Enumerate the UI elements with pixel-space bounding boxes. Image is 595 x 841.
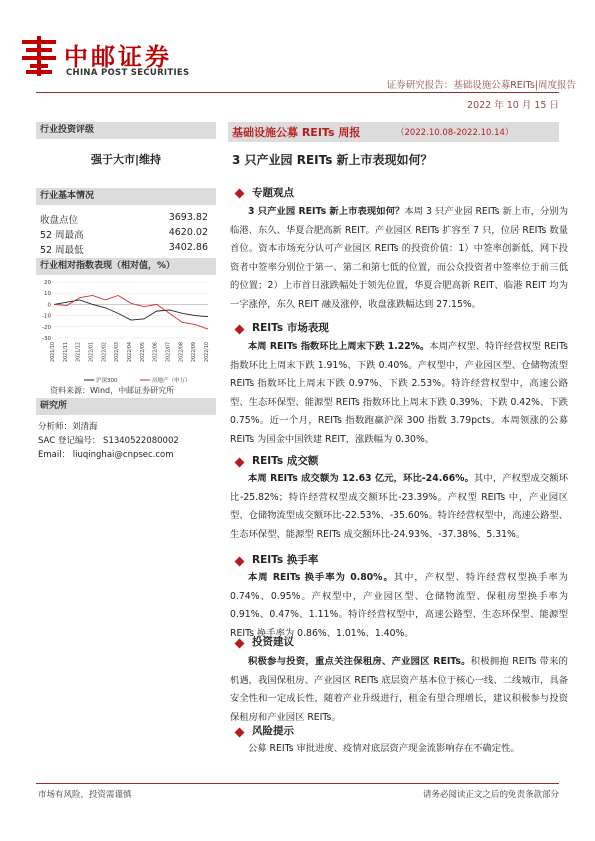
section-title-turnover-rate: REITs 换手率 (252, 554, 319, 566)
footer-divider (36, 783, 559, 784)
footer-disclaimer-note: 请务必阅读正文之后的免责条款部分 (422, 790, 559, 800)
y-tick-label: -30 (42, 336, 51, 342)
section-title-advice: 投资建议 (252, 636, 294, 648)
relative-index-chart (36, 276, 216, 386)
institute-heading: 研究所 (36, 398, 216, 415)
y-tick-label: 20 (44, 280, 51, 286)
report-headline: 3 只产业园 REITs 新上市表现如何？ (232, 153, 433, 167)
report-date: 2022 年 10 月 15 日 (467, 100, 559, 111)
x-tick-label: 2022/10 (205, 342, 210, 362)
section-body-turnover: 本周 REITs 成交额为 12.63 亿元，环比-24.66%。其中，产权型成交额环比-25.82%；特许经营权型成交额环比-23.39%。产权型 REITs 中，产业园区型、仓储物流型成交额环比-22.53%、-35.60%。特许经营权型中，高速公路型、生态环保型、能源型 REITs 成交额环比-24.93%、-37.38%、5.31%。 (230, 473, 568, 540)
report-type: 证券研究报告：基础设施公募REITs|周度报告 (386, 80, 576, 91)
x-tick-label: 2022/03 (115, 342, 121, 362)
footer-risk-note: 市场有风险，投资需谨慎 (38, 790, 132, 800)
x-tick-label: 2022/05 (140, 342, 146, 362)
section-body-turnover-rate: 本周 REITs 换手率为 0.80%。其中，产权型、特许经营权型换手率为 0.74%、0.95%。产权型中，产业园区型、仓储物流型、保租房型换手率为 0.91%、0.47%、1.11%。特许经营权型中，高速公路型、生态环保型、能源型 REITs 换手率为 0.86%、1.01%、1.40%。 (230, 572, 568, 639)
x-tick-label: 2022/08 (179, 342, 185, 362)
industry-rating: 强于大市|维持 (90, 153, 162, 166)
header-divider (36, 92, 559, 93)
section-body-market: 本周 REITs 指数环比上周末下跌 1.22%。本周产权型、特许经营权型 REITs 指数环比上周末下跌 1.91%、下跌 0.40%。产权型中，产业园区型、仓储物流型 REITs 指数环比上周末下跌 0.97%、下跌 2.53%。特许经营权型中，高速公路型、生态环保型、能源型 REITs 指数环比上周末下跌 0.39%、下跌 0.42%、下跌 0.75%。近一个月，REITs 指数跑赢沪深 300 指数 3.79pcts。本周领涨的公募 REITs 为国金中国铁建 REIT，涨跌幅为 0.30%。 (230, 341, 568, 445)
section-title-market: REITs 市场表现 (252, 322, 329, 334)
section-bullet-icon (235, 557, 245, 567)
brand-name-en: CHINA POST SECURITIES (66, 68, 190, 78)
analyst-sac: SAC 登记编号： S1340522080002 (38, 436, 179, 446)
x-tick-label: 2022/09 (192, 342, 198, 362)
chart-legend (84, 376, 191, 384)
report-title: 基础设施公募 REITs 周报 (232, 126, 361, 139)
y-tick-label: -10 (42, 313, 51, 320)
y-tick-label: 0 (47, 302, 51, 309)
x-tick-label: 2022/07 (166, 342, 172, 362)
x-tick-label: 2022/02 (102, 342, 108, 362)
chart-grid (54, 282, 208, 338)
legend-label: 沪深300 (96, 378, 118, 384)
section-bullet-icon (235, 458, 245, 468)
y-tick-label: 10 (44, 291, 51, 298)
china-post-logo-icon (22, 36, 56, 76)
report-period: （2022.10.08-2022.10.14） (396, 128, 514, 138)
basic-info-heading: 行业基本情况 (36, 188, 216, 205)
stat-row-52w-low: 52 周最低 3402.86 (40, 242, 208, 256)
legend-label: 房地产（申万） (152, 378, 191, 384)
section-bullet-icon (235, 325, 245, 335)
y-tick-label: -20 (42, 324, 51, 331)
section-title-turnover: REITs 成交额 (252, 455, 319, 467)
section-title-risk: 风险提示 (252, 725, 294, 737)
section-body-risk: 公募 REITs 审批进度、疫情对底层资产现金流影响存在不确定性。 (248, 743, 520, 754)
chart-series (54, 295, 208, 329)
section-bullet-icon (235, 728, 245, 738)
x-tick-label: 2021/10 (51, 342, 56, 362)
x-tick-label: 2021/11 (63, 342, 69, 362)
x-tick-label: 2022/06 (153, 342, 159, 362)
section-body-advice: 积极参与投资，重点关注保租房、产业园区 REITs。积极拥抱 REITs 带来的机遇，我国保租房、产业园区 REITs 底层资产基本位于核心一线、二线城市，具备安全性和一定成长性，随着产业升级进行，租金有望合理增长，建议积极参与投资保租房和产业园区 REITs。 (230, 656, 568, 723)
section-bullet-icon (235, 189, 245, 199)
x-tick-label: 2021/12 (76, 342, 82, 362)
stat-row-52w-high: 52 周最高 4620.02 (40, 227, 208, 241)
x-tick-label: 2022/04 (128, 342, 133, 362)
section-title-topic: 专题观点 (252, 187, 294, 199)
chart-heading: 行业相对指数表现（相对值，%） (36, 258, 216, 275)
rating-heading: 行业投资评级 (36, 122, 216, 139)
chart-x-ticks (50, 342, 210, 362)
analyst-name: 分析师：刘清海 (38, 422, 98, 432)
x-tick-label: 2022/01 (89, 342, 95, 362)
brand-name-cn: 中邮证券 (64, 43, 172, 71)
stat-row-close: 收盘点位 3693.82 (40, 212, 208, 226)
chart-source: 资料来源：Wind，中邮证券研究所 (50, 386, 175, 395)
section-body-topic: 3 只产业园 REITs 新上市表现如何？本周 3 只产业园 REITs 新上市，分别为临港、东久、华夏合肥高新 REIT。产业园区 REITs 扩容至 7 只，位居 REITs 数量首位。资本市场充分认可产业园区 REITs 的投资价值：1）中签率创新低，网下投资者中签率分别位于第一、第二和第七低的位置，而公众投资者中签率位于前三低的位置；2）上市首日涨跌幅处于领先位置，华夏合肥高新 REIT、临港 REIT 均为一字涨停，东久 REIT 融及涨停，收盘涨跌幅达到 27.15%。 (230, 206, 568, 310)
chart-y-ticks (42, 280, 51, 342)
analyst-email[interactable]: Email： liuqinghai@cnpsec.com (38, 450, 174, 460)
